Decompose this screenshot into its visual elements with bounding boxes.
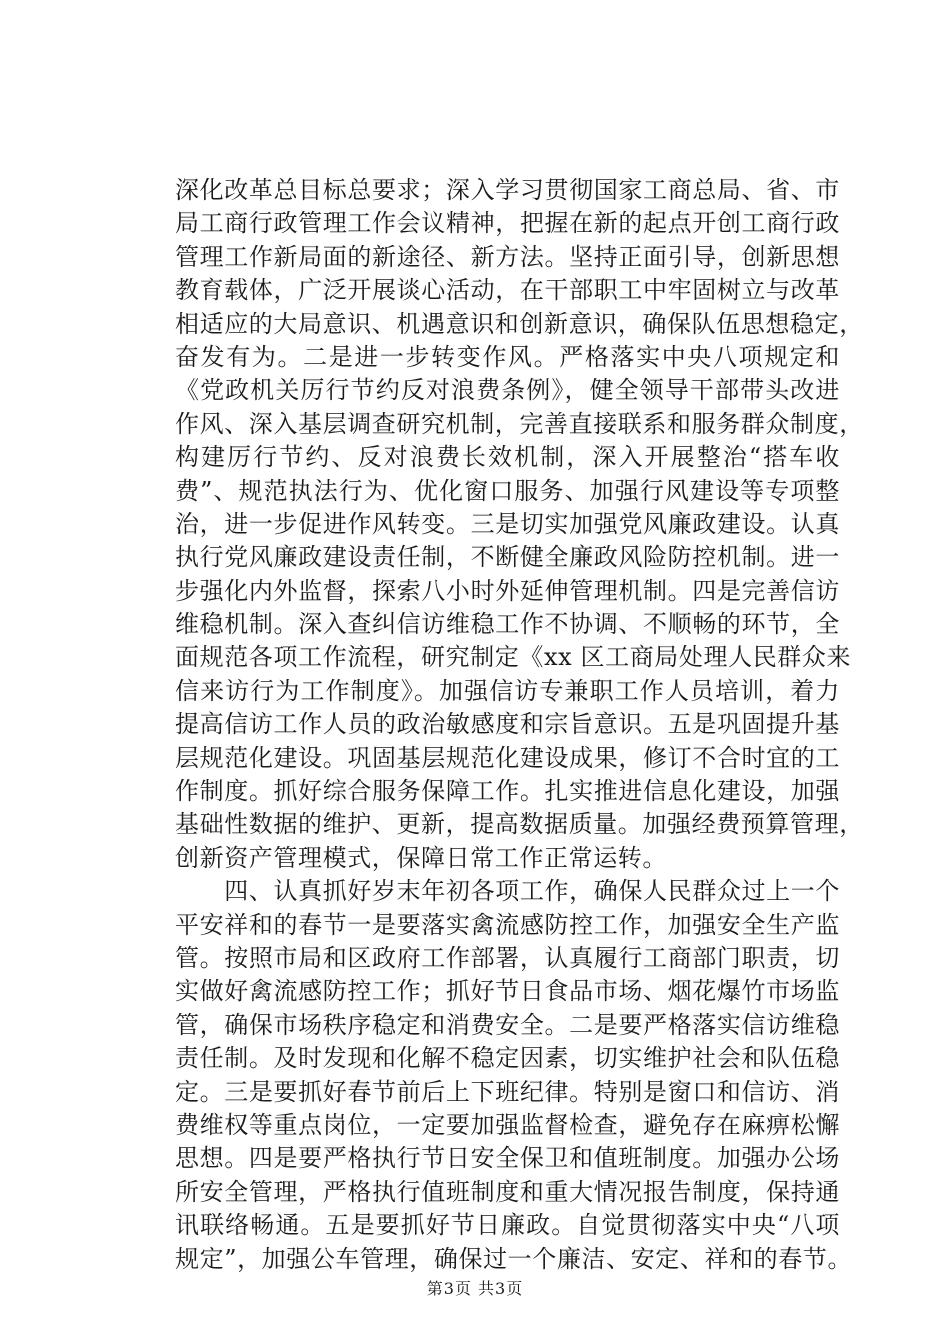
text-line: 《党政机关厉行节约反对浪费条例》，健全领导干部带头改进 xyxy=(175,376,840,405)
text-line: 治，进一步促进作风转变。三是切实加强党风廉政建设。认真 xyxy=(175,509,840,538)
text-line: 作制度。抓好综合服务保障工作。扎实推进信息化建设，加强 xyxy=(175,777,840,806)
text-line: 责任制。及时发现和化解不稳定因素，切实维护社会和队伍稳 xyxy=(175,1044,840,1073)
text-line: 管，确保市场秩序稳定和消费安全。二是要严格落实信访维稳 xyxy=(175,1010,840,1039)
page-number-footer: 第3页 共3页 xyxy=(426,1279,524,1298)
text-line: 管。按照市局和区政府工作部署，认真履行工商部门职责，切 xyxy=(175,943,840,972)
text-line: 步强化内外监督，探索八小时外延伸管理机制。四是完善信访 xyxy=(175,576,840,605)
paragraph-2 xyxy=(175,875,853,1276)
text-line: 维稳机制。深入查纠信访维稳工作不协调、不顺畅的环节，全 xyxy=(175,610,840,639)
text-line: 作风、深入基层调查研究机制，完善直接联系和服务群众制度， xyxy=(175,409,864,438)
text-line: 实做好禽流感防控工作；抓好节日食品市场、烟花爆竹市场监 xyxy=(175,977,840,1006)
text-line: 思想。四是要严格执行节日安全保卫和值班制度。加强办公场 xyxy=(175,1144,840,1173)
text-line: 深化改革总目标总要求；深入学习贯彻国家工商总局、省、市 xyxy=(175,176,840,204)
text-line: 教育载体，广泛开展谈心活动，在干部职工中牢固树立与改革 xyxy=(175,276,840,305)
text-line: 信来访行为工作制度》。加强信访专兼职工作人员培训，着力 xyxy=(175,676,840,705)
text-line: 面规范各项工作流程，研究制定《xx 区工商局处理人民群众来 xyxy=(175,643,852,672)
text-line: 费”、规范执法行为、优化窗口服务、加强行风建设等专项整 xyxy=(175,476,840,505)
text-line: 层规范化建设。巩固基层规范化建设成果，修订不合时宜的工 xyxy=(175,743,840,772)
text-line: 规定”，加强公车管理，确保过一个廉洁、安定、祥和的春节。 xyxy=(175,1244,853,1273)
text-line: 局工商行政管理工作会议精神，把握在新的起点开创工商行政 xyxy=(175,209,840,238)
text-line: 执行党风廉政建设责任制，不断健全廉政风险防控机制。进一 xyxy=(175,543,840,572)
text-line: 提高信访工作人员的政治敏感度和宗旨意识。五是巩固提升基 xyxy=(175,710,840,739)
text-line: 管理工作新局面的新途径、新方法。坚持正面引导，创新思想 xyxy=(175,242,840,271)
text-line: 奋发有为。二是进一步转变作风。严格落实中央八项规定和 xyxy=(175,342,840,371)
text-line: 四、认真抓好岁末年初各项工作，确保人民群众过上一个 xyxy=(175,877,840,906)
text-line: 构建厉行节约、反对浪费长效机制，深入开展整治“搭车收 xyxy=(175,443,840,472)
paragraph-1 xyxy=(175,174,864,875)
text-line: 讯联络畅通。五是要抓好节日廉政。自觉贯彻落实中央“八项 xyxy=(175,1211,840,1240)
document-body xyxy=(175,174,864,1276)
text-line: 基础性数据的维护、更新，提高数据质量。加强经费预算管理， xyxy=(175,810,864,839)
text-line: 所安全管理，严格执行值班制度和重大情况报告制度，保持通 xyxy=(175,1177,840,1206)
text-line: 定。三是要抓好春节前后上下班纪律。特别是窗口和信访、消 xyxy=(175,1077,840,1106)
text-line: 费维权等重点岗位，一定要加强监督检查，避免存在麻痹松懈 xyxy=(175,1110,840,1139)
text-line: 平安祥和的春节一是要落实禽流感防控工作，加强安全生产监 xyxy=(175,910,840,939)
text-line: 创新资产管理模式，保障日常工作正常运转。 xyxy=(175,843,667,872)
text-line: 相适应的大局意识、机遇意识和创新意识，确保队伍思想稳定， xyxy=(175,309,864,338)
